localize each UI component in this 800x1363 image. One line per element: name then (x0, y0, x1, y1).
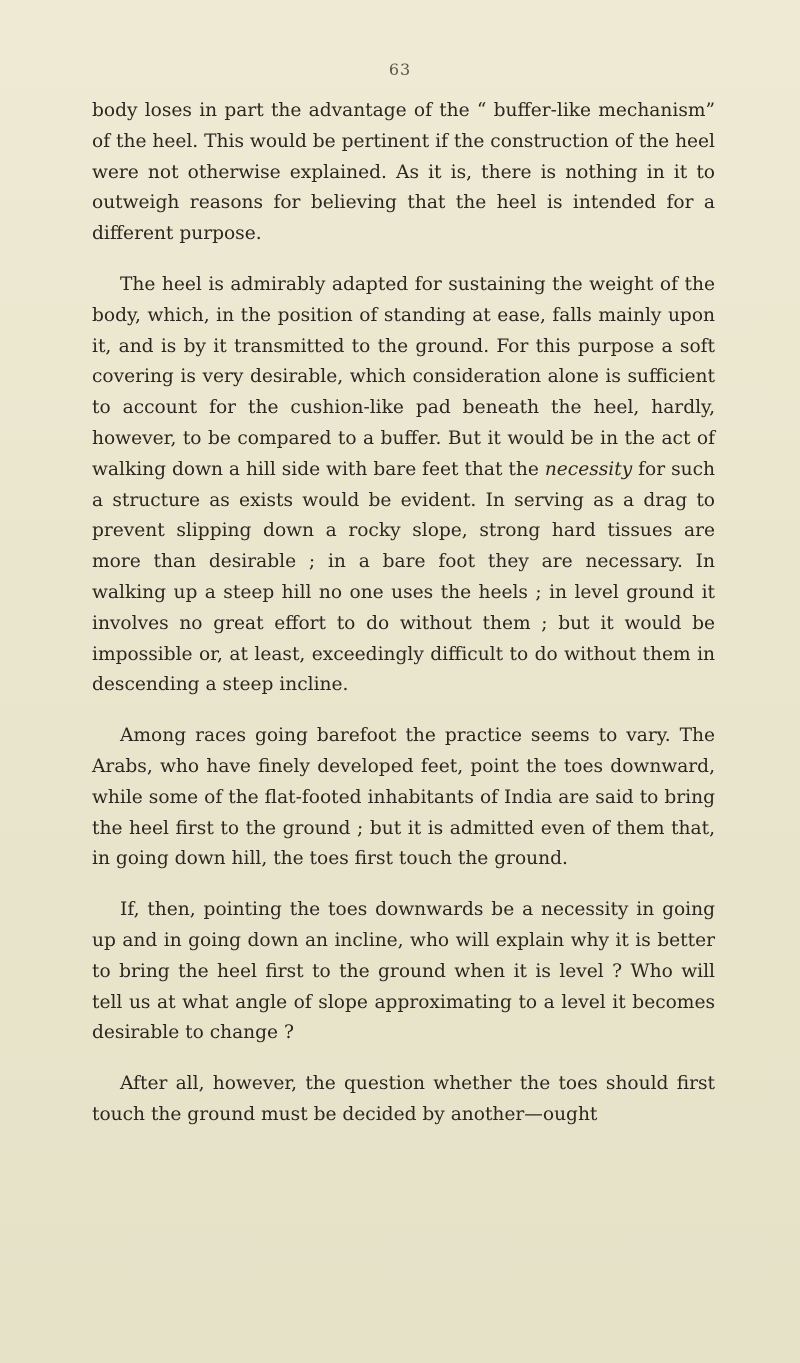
paragraph-2-emphasis: necessity (544, 458, 633, 480)
paragraph-2-text-b: for such a structure as exists would be evident. In serving as a drag to prevent slipping down a rocky slope, strong hard tissues are more than desirable ; in a bare foot they are necessary. In walking up a steep hill no one uses the heels ; in level ground it involves no great effort to do without them ; but it would be impossible or, at least, exceedingly difficult to do without them in descending a steep incline. (92, 458, 715, 696)
page-number: 63 (388, 60, 412, 79)
paragraph-3: Among races going barefoot the practice seems to vary. The Arabs, who have finely developed feet, point the toes downward, while some of the flat-footed inhabitants of India are said to bring the heel first to the ground ; but it is admitted even of them that, in going down hill, the toes first touch the ground. (92, 725, 715, 870)
paragraph-4: If, then, pointing the toes downwards be a necessity in going up and in going down an incline, who will explain why it is better to bring the heel first to the ground when it is level ? Who will tell us at what angle of slope approximating to a level it becomes desirable to change ? (92, 899, 715, 1044)
paragraph-2 (92, 270, 715, 701)
body-text (92, 96, 715, 1151)
paragraph-1: body loses in part the advantage of the “ buffer-like mechanism” of the heel. This would be pertinent if the construction of the heel were not otherwise explained. As it is, there is nothing in it to outweigh reasons for believing that the heel is intended for a different purpose. (92, 100, 715, 245)
paragraph-2-text-a: The heel is admirably adapted for sustaining the weight of the body, which, in the position of standing at ease, falls mainly upon it, and is by it transmitted to the ground. For this purpose a soft covering is very desirable, which consideration alone is sufficient to account for the cushion-like pad beneath the heel, hardly, however, to be compared to a buffer. But it would be in the act of walking down a hill side with bare feet that the (92, 273, 715, 480)
paragraph-5: After all, however, the question whether the toes should first touch the ground must be decided by another—ought (92, 1073, 715, 1125)
